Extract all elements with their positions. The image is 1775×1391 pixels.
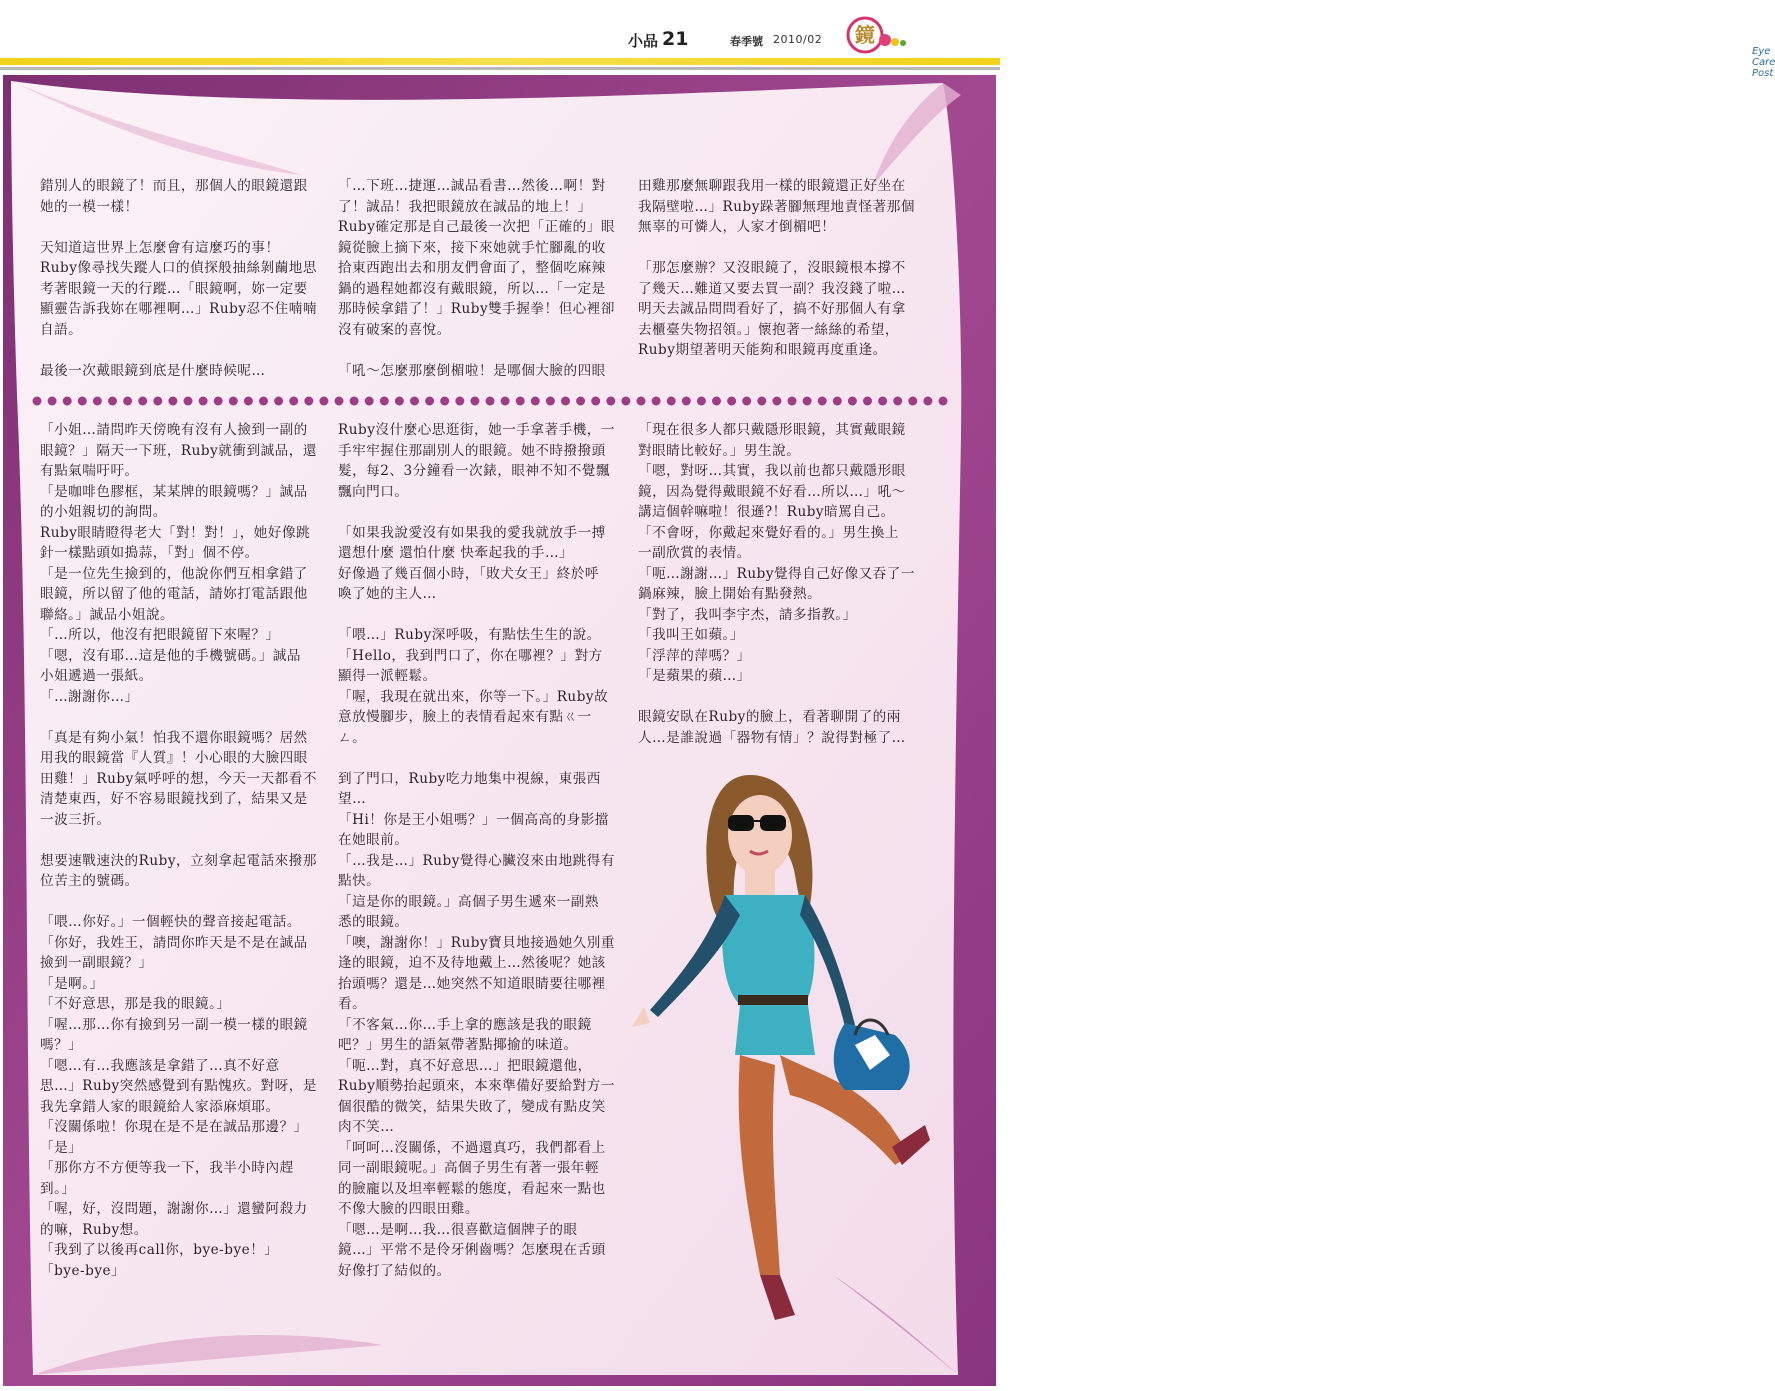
- divider-dot: [697, 397, 706, 406]
- divider-dot: [848, 397, 857, 406]
- divider-dot: [546, 397, 555, 406]
- divider-dot: [410, 397, 419, 406]
- divider-dot: [486, 397, 495, 406]
- divider-dot: [803, 397, 812, 406]
- divider-dot: [365, 397, 374, 406]
- divider-dot: [289, 397, 298, 406]
- divider-dot: [63, 397, 72, 406]
- page-number: 21: [662, 28, 689, 50]
- divider-dot: [184, 397, 193, 406]
- divider-dot: [138, 397, 147, 406]
- divider-dot: [425, 397, 434, 406]
- divider-dot: [168, 397, 177, 406]
- divider-dot: [788, 397, 797, 406]
- divider-dot: [742, 397, 751, 406]
- divider-dot: [259, 397, 268, 406]
- divider-dot: [682, 397, 691, 406]
- divider-dot: [772, 397, 781, 406]
- divider-dot: [878, 397, 887, 406]
- divider-dot: [395, 397, 404, 406]
- divider-dot: [833, 397, 842, 406]
- divider-dot: [93, 397, 102, 406]
- divider-dot: [712, 397, 721, 406]
- logo-tagline: Eye Care Post: [1752, 46, 1775, 79]
- issue-label: 春季號: [730, 35, 763, 48]
- divider-dot: [380, 397, 389, 406]
- divider-dot: [606, 397, 615, 406]
- article-column-2-bottom: Ruby沒什麼心思逛街，她一手拿著手機，一 手牢牢握住那副別人的眼鏡。她不時撥撥頭 髮，每2、3分鐘看一次錶，眼神不知不覺飄 飄向門口。 「如果我說愛沒有如果我的愛我就放手一搏 還想什麼 還怕什麼 快牽起我的手…」 好像過了幾百個小時，「敗犬女王」終於呼 喚了她的主人… 「喂…」Ruby深呼吸，有點怯生生的說。 「Hello，我到門口了，你在哪裡？」對方 顯得一派輕鬆。 「喔，我現在就出來，你等一下。」Ruby故 意放慢腳步，臉上的表情看起來有點ㄍ一 ㄥ。 到了門口，Ruby吃力地集中視線，東張西 望… 「Hi！你是王小姐嗎？」一個高高的身影擋 在她眼前。 「…我是…」Ruby覺得心臟沒來由地跳得有 點快。 「這是你的眼鏡。」高個子男生遞來一副熟 悉的眼鏡。 「噢，謝謝你！」Ruby寶貝地接過她久別重 逢的眼鏡，迫不及待地戴上…然後呢？她該 抬頭嗎？還是…她突然不知道眼睛要往哪裡 看。 「不客氣…你…手上拿的應該是我的眼鏡 吧？」男生的語氣帶著點揶揄的味道。 「呃…對，真不好意思…」把眼鏡還他， Ruby順勢抬起頭來，本來準備好要給對方一 個很酷的微笑，結果失敗了，變成有點皮笑 肉不笑… 「呵呵…沒關係，不過還真巧，我們都看上 同一副眼鏡呢。」高個子男生有著一張年輕 的臉龐以及坦率輕鬆的態度，看起來一點也 不像大臉的四眼田雞。 「嗯…是啊…我…很喜歡這個牌子的眼 鏡…」平常不是伶牙俐齒嗎？怎麼現在舌頭 好像打了結似的。: [338, 422, 615, 1279]
- divider-dot: [863, 397, 872, 406]
- girl-illustration: [630, 755, 960, 1375]
- section-title: 小品: [628, 32, 659, 50]
- divider-dot: [108, 397, 117, 406]
- divider-dot: [908, 397, 917, 406]
- article-column-1-bottom: 「小姐…請問昨天傍晚有沒有人撿到一副的 眼鏡？」隔天一下班，Ruby就衝到誠品，還 有點氣喘吁吁。 「是咖啡色膠框，某某牌的眼鏡嗎？」誠品 的小姐親切的詢問。 Ruby眼睛瞪得老大「對！對！」，她好像跳 針一樣點頭如搗蒜，「對」個不停。 「是一位先生撿到的，他說你們互相拿錯了 眼鏡，所以留了他的電話，請妳打電話跟他 聯絡。」誠品小姐說。 「…所以，他沒有把眼鏡留下來喔？」 「嗯，沒有耶…這是他的手機號碼。」誠品 小姐遞過一張紙。 「…謝謝你…」 「真是有夠小氣！怕我不還你眼鏡嗎？居然 用我的眼鏡當『人質』！小心眼的大臉四眼 田雞！」Ruby氣呼呼的想，今天一天都看不 清楚東西，好不容易眼鏡找到了，結果又是 一波三折。 想要速戰速決的Ruby，立刻拿起電話來撥那 位苦主的號碼。 「喂…你好。」一個輕快的聲音接起電話。 「你好，我姓王，請問你昨天是不是在誠品 撿到一副眼鏡？」 「是啊。」 「不好意思，那是我的眼鏡。」 「喔…那…你有撿到另一副一模一樣的眼鏡 嗎？」 「嗯…有…我應該是拿錯了…真不好意 思…」Ruby突然感覺到有點愧疚。對呀，是 我先拿錯人家的眼鏡給人家添麻煩耶。 「沒關係啦！你現在是不是在誠品那邊？」 「是」 「那你方不方便等我一下，我半小時內趕 到。」 「喔，好，沒問題，謝謝你…」還蠻阿殺力 的嘛，Ruby想。 「我到了以後再call你，bye-bye！」 「bye-bye」: [40, 422, 317, 1279]
- divider-dot: [304, 397, 313, 406]
- dotted-divider: [30, 394, 950, 408]
- logo-char: 鏡: [855, 23, 875, 47]
- divider-dot: [727, 397, 736, 406]
- divider-dot: [319, 397, 328, 406]
- divider-dot: [335, 397, 344, 406]
- article-column-3-top: 田雞那麼無聊跟我用一樣的眼鏡還正好坐在 我隔壁啦…」Ruby跺著腳無理地責怪著那個 無辜的可憐人，人家才倒楣吧！ 「那怎麼辦？又沒眼鏡了，沒眼鏡根本撐不 了幾天…難道又要去買一副？我沒錢了啦… 明天去誠品問問看好了，搞不好那個人有拿 去櫃臺失物招領。」懷抱著一絲絲的希望， Ruby期望著明天能夠和眼鏡再度重逢。: [638, 178, 915, 358]
- divider-dot: [350, 397, 359, 406]
- divider-dot: [637, 397, 646, 406]
- magazine-logo: [843, 12, 1775, 79]
- divider-dot: [757, 397, 766, 406]
- divider-dot: [78, 397, 87, 406]
- divider-dot: [153, 397, 162, 406]
- divider-dot: [576, 397, 585, 406]
- page-header: [0, 0, 1775, 79]
- divider-dot: [440, 397, 449, 406]
- divider-dot: [591, 397, 600, 406]
- divider-dot: [244, 397, 253, 406]
- divider-dot: [501, 397, 510, 406]
- divider-dot: [214, 397, 223, 406]
- divider-dot: [123, 397, 132, 406]
- header-divider: [0, 67, 1000, 70]
- divider-dot: [48, 397, 57, 406]
- divider-dot: [199, 397, 208, 406]
- divider-dot: [939, 397, 948, 406]
- divider-dot: [667, 397, 676, 406]
- article-column-2-top: 「…下班…捷運…誠品看書…然後…啊！對 了！誠品！我把眼鏡放在誠品的地上！」 Ruby確定那是自己最後一次把「正確的」眼 鏡從臉上摘下來，接下來她就手忙腳亂的收 拾東西跑出去和朋友們會面了，整個吃麻辣 鍋的過程她都沒有戴眼鏡，所以…「一定是 那時候拿錯了！」Ruby雙手握拳！但心裡卻 沒有破案的喜悅。 「吼～怎麼那麼倒楣啦！是哪個大臉的四眼: [338, 178, 615, 379]
- divider-dot: [274, 397, 283, 406]
- divider-dot: [561, 397, 570, 406]
- divider-dot: [893, 397, 902, 406]
- article-column-1-top: 錯別人的眼鏡了！而且，那個人的眼鏡還跟 她的一模一樣！ 天知道這世界上怎麼會有這麼巧的事！ Ruby像尋找失蹤人口的偵探般抽絲剝繭地思 考著眼鏡一天的行蹤…「眼鏡啊，妳一定要 顯靈告訴我妳在哪裡啊…」Ruby忍不住喃喃 自語。 最後一次戴眼鏡到底是什麼時候呢…: [40, 178, 317, 379]
- divider-dot: [229, 397, 238, 406]
- divider-dot: [33, 397, 42, 406]
- logo-graphic: [843, 12, 995, 58]
- divider-dot: [923, 397, 932, 406]
- header-bar: [0, 58, 1000, 65]
- divider-dot: [470, 397, 479, 406]
- divider-dot: [621, 397, 630, 406]
- divider-dot: [818, 397, 827, 406]
- issue-date: 2010/02: [773, 33, 823, 46]
- divider-dot: [652, 397, 661, 406]
- article-column-3-bottom: 「現在很多人都只戴隱形眼鏡，其實戴眼鏡 對眼睛比較好。」男生說。 「嗯，對呀…其實，我以前也都只戴隱形眼 鏡，因為覺得戴眼鏡不好看…所以…」吼～ 講這個幹嘛啦！很遜?！Ruby暗罵自己。 「不會呀，你戴起來覺好看的。」男生換上 一副欣賞的表情。 「呃…謝謝…」Ruby覺得自己好像又吞了一 鍋麻辣，臉上開始有點發熱。 「對了，我叫李宇杰，請多指教。」 「我叫王如蘋。」 「浮萍的萍嗎？」 「是蘋果的蘋…」 眼鏡安臥在Ruby的臉上，看著聊開了的兩 人…是誰說過「器物有情」？說得對極了…: [638, 422, 915, 746]
- divider-dot: [531, 397, 540, 406]
- divider-dot: [455, 397, 464, 406]
- divider-dot: [516, 397, 525, 406]
